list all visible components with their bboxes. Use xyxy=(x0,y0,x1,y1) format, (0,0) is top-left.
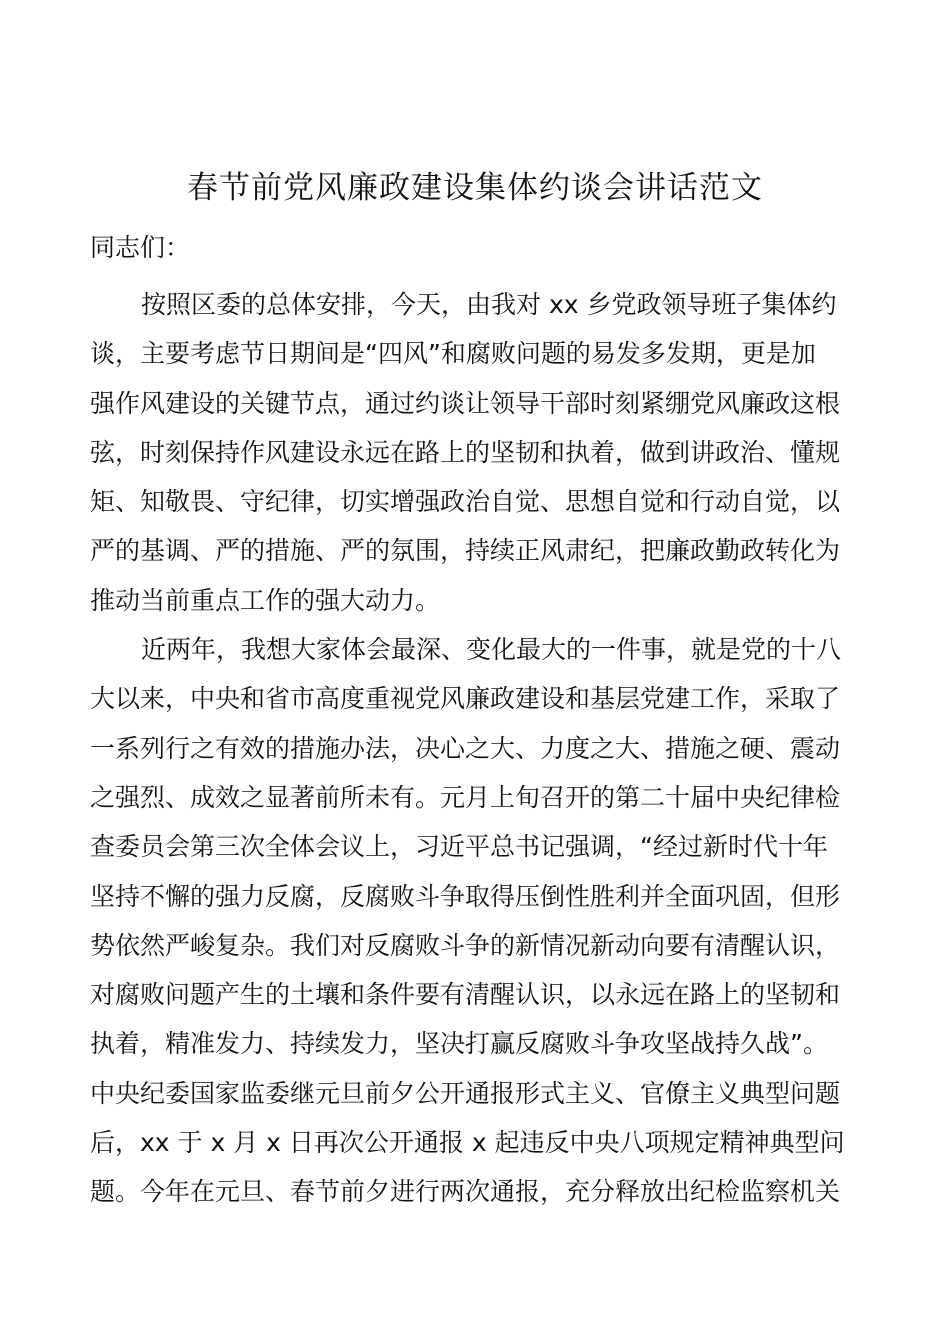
paragraph-2-line-4: 之强烈、成效之显著前所未有。元月上旬召开的第二十届中央纪律检 xyxy=(90,782,841,812)
paragraph-2-line-12: 题。今年在元旦、春节前夕进行两次通报，充分释放出纪检监察机关 xyxy=(90,1177,841,1207)
paragraph-2-line-2: 大以来，中央和省市高度重视党风廉政建设和基层党建工作，采取了 xyxy=(90,684,841,714)
paragraph-2-line-6: 坚持不懈的强力反腐，反腐败斗争取得压倒性胜利并全面巩固，但形 xyxy=(90,881,841,911)
paragraph-2-line-5: 查委员会第三次全体会议上，习近平总书记强调，“经过新时代十年 xyxy=(90,832,828,862)
paragraph-2-line-9: 执着，精准发力、持续发力，坚决打赢反腐败斗争攻坚战持久战”。 xyxy=(90,1029,828,1059)
paragraph-1-line-7: 推动当前重点工作的强大动力。 xyxy=(90,585,441,615)
paragraph-1-line-2: 谈，主要考虑节日期间是“四风”和腐败问题的易发多发期，更是加 xyxy=(90,339,816,369)
paragraph-2-line-3: 一系列行之有效的措施办法，决心之大、力度之大、措施之硬、震动 xyxy=(90,733,841,763)
paragraph-1-line-6: 严的基调、严的措施、严的氛围，持续正风肃纪，把廉政勤政转化为 xyxy=(90,536,841,566)
paragraph-2-line-11: 后，xx 于 x 月 x 日再次公开通报 x 起违反中央八项规定精神典型问 xyxy=(90,1128,845,1158)
document-body xyxy=(90,280,860,1217)
paragraph-2-line-1: 近两年，我想大家体会最深、变化最大的一件事，就是党的十八 xyxy=(141,635,842,665)
paragraph-1-line-5: 矩、知敬畏、守纪律，切实增强政治自觉、思想自觉和行动自觉，以 xyxy=(90,487,841,517)
paragraph-2-line-10: 中央纪委国家监委继元旦前夕公开通报形式主义、官僚主义典型问题 xyxy=(90,1078,841,1108)
paragraph-1-line-3: 强作风建设的关键节点，通过约谈让领导干部时刻紧绷党风廉政这根 xyxy=(90,388,841,418)
salutation: 同志们： xyxy=(90,233,191,262)
paragraph-2-line-8: 对腐败问题产生的土壤和条件要有清醒认识，以永远在路上的坚韧和 xyxy=(90,980,841,1010)
paragraph-1-line-1: 按照区委的总体安排，今天，由我对 xx 乡党政领导班子集体约 xyxy=(141,290,837,319)
paragraph-2-line-7: 势依然严峻复杂。我们对反腐败斗争的新情况新动向要有清醒认识， xyxy=(90,930,841,960)
paragraph-1-line-4: 弦，时刻保持作风建设永远在路上的坚韧和执着，做到讲政治、懂规 xyxy=(90,437,841,467)
document-title: 春节前党风廉政建设集体约谈会讲话范文 xyxy=(187,170,763,206)
